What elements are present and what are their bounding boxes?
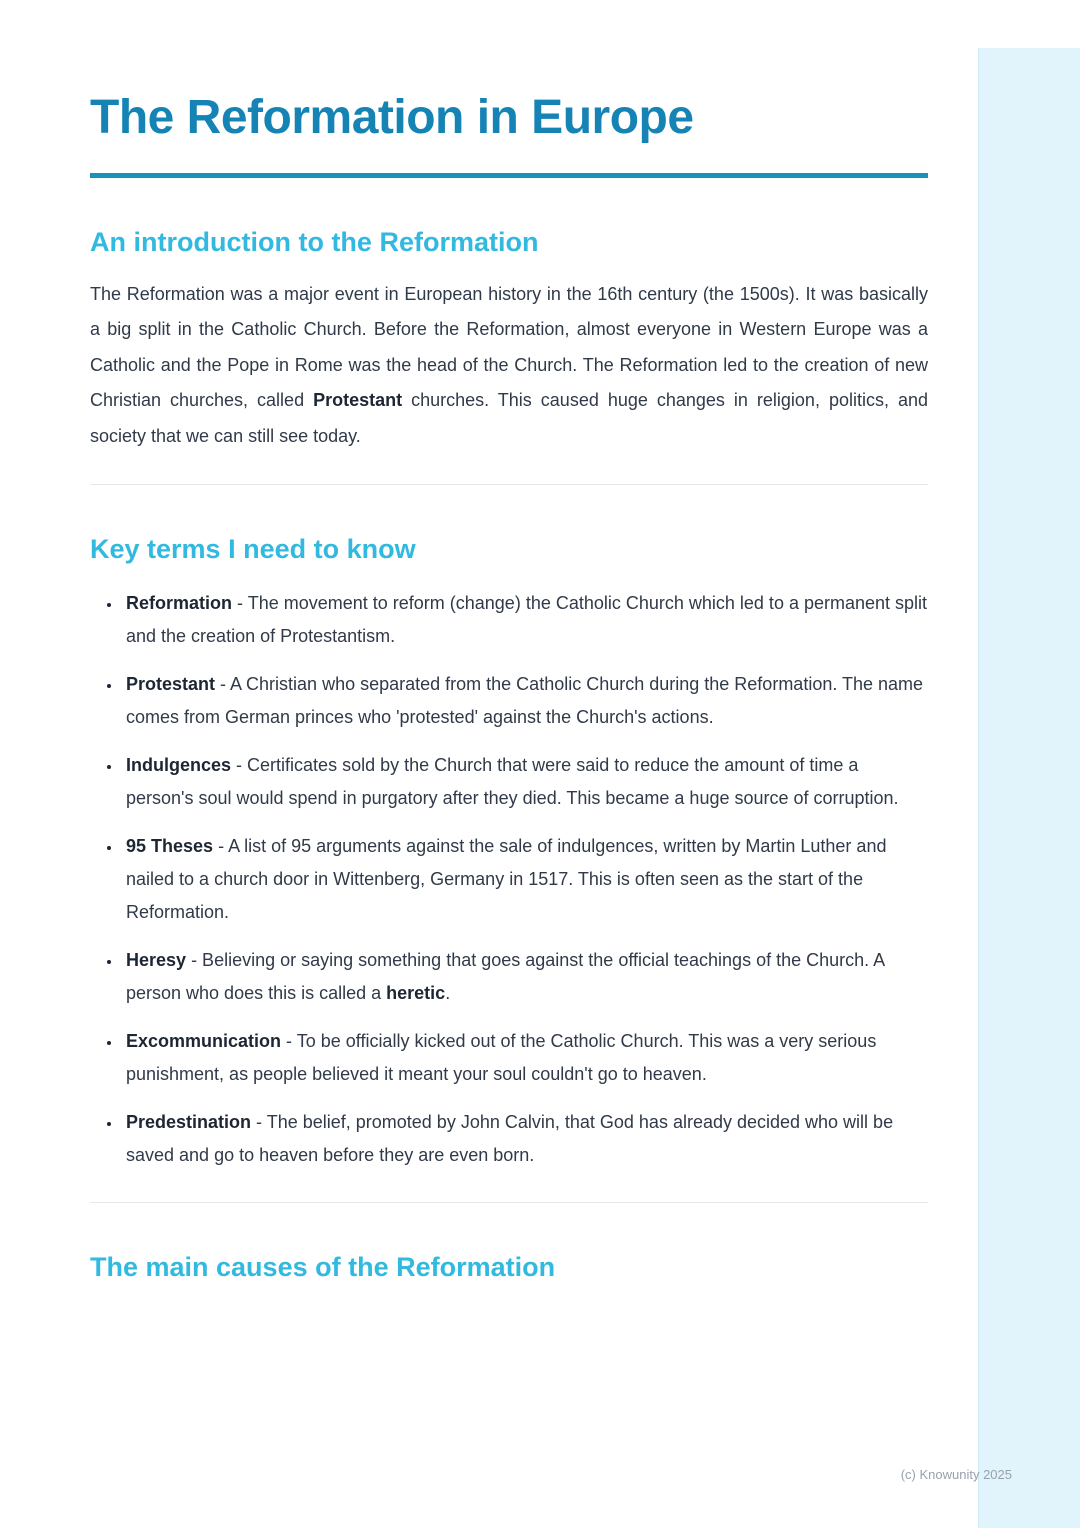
section-heading-main-causes: The main causes of the Reformation xyxy=(90,1252,556,1283)
section-main-causes xyxy=(90,1251,928,1283)
term-name: Heresy xyxy=(126,950,187,971)
term-definition-tail: . xyxy=(445,983,451,1004)
list-item xyxy=(122,1106,928,1172)
term-definition: - A Christian who separated from the Catholic Church during the Reformation. The name comes from German princes who 'protested' against the Church's actions. xyxy=(126,674,924,728)
term-name: Predestination xyxy=(126,1112,252,1133)
term-definition: - Believing or saying something that goes against the official teachings of the Church. A person who does this is called a xyxy=(126,950,885,1004)
term-definition: - To be officially kicked out of the Catholic Church. This was a very serious punishment, as people believed it meant your soul couldn't go to heaven. xyxy=(126,1031,877,1085)
list-item xyxy=(122,749,928,815)
list-item xyxy=(122,668,928,734)
list-item xyxy=(122,587,928,653)
intro-bold-term: Protestant xyxy=(313,390,403,411)
list-item xyxy=(122,830,928,929)
list-item xyxy=(122,944,928,1010)
document-content xyxy=(90,0,928,1284)
key-terms-list xyxy=(90,587,928,1172)
page-title: The Reformation in Europe xyxy=(90,91,694,144)
section-divider-2 xyxy=(90,1202,928,1203)
intro-text-part2: churches. This caused huge changes in religion, politics, and society that we can still see today. xyxy=(90,390,928,446)
term-name: Excommunication xyxy=(126,1031,282,1052)
term-name: Indulgences xyxy=(126,755,232,776)
section-introduction xyxy=(90,226,928,454)
copyright-note: (c) Knowunity 2025 xyxy=(900,1467,1012,1482)
term-definition: - The belief, promoted by John Calvin, that God has already decided who will be saved and go to heaven before they are even born. xyxy=(126,1112,894,1166)
list-item xyxy=(122,1025,928,1091)
term-definition: - The movement to reform (change) the Catholic Church which led to a permanent split and the creation of Protestantism. xyxy=(126,593,928,647)
intro-paragraph xyxy=(90,277,928,455)
section-heading-introduction: An introduction to the Reformation xyxy=(90,227,539,258)
term-name: Reformation xyxy=(126,593,233,614)
title-underline-rule xyxy=(90,173,928,178)
section-divider-1 xyxy=(90,484,928,485)
term-name: 95 Theses xyxy=(126,836,214,857)
term-definition: - Certificates sold by the Church that were said to reduce the amount of time a person's soul would spend in purgatory after they died. This became a huge source of corruption. xyxy=(126,755,899,809)
term-name: Protestant xyxy=(126,674,216,695)
section-key-terms xyxy=(90,533,928,1172)
intro-text-part1: The Reformation was a major event in European history in the 16th century (the 1500s). It was basically a big split in the Catholic Church. Before the Reformation, almost everyone in Western Europe was a Catholic and the Pope in Rome was the head of the Church. The Reformation led to the creation of new Christian churches, called xyxy=(90,283,928,411)
term-definition: - A list of 95 arguments against the sale of indulgences, written by Martin Luther and nailed to a church door in Wittenberg, Germany in 1517. This is often seen as the start of the Reformation. xyxy=(126,836,887,923)
term-inline-bold: heretic xyxy=(386,983,446,1004)
side-margin-strip xyxy=(978,48,1080,1528)
section-heading-key-terms: Key terms I need to know xyxy=(90,534,416,565)
